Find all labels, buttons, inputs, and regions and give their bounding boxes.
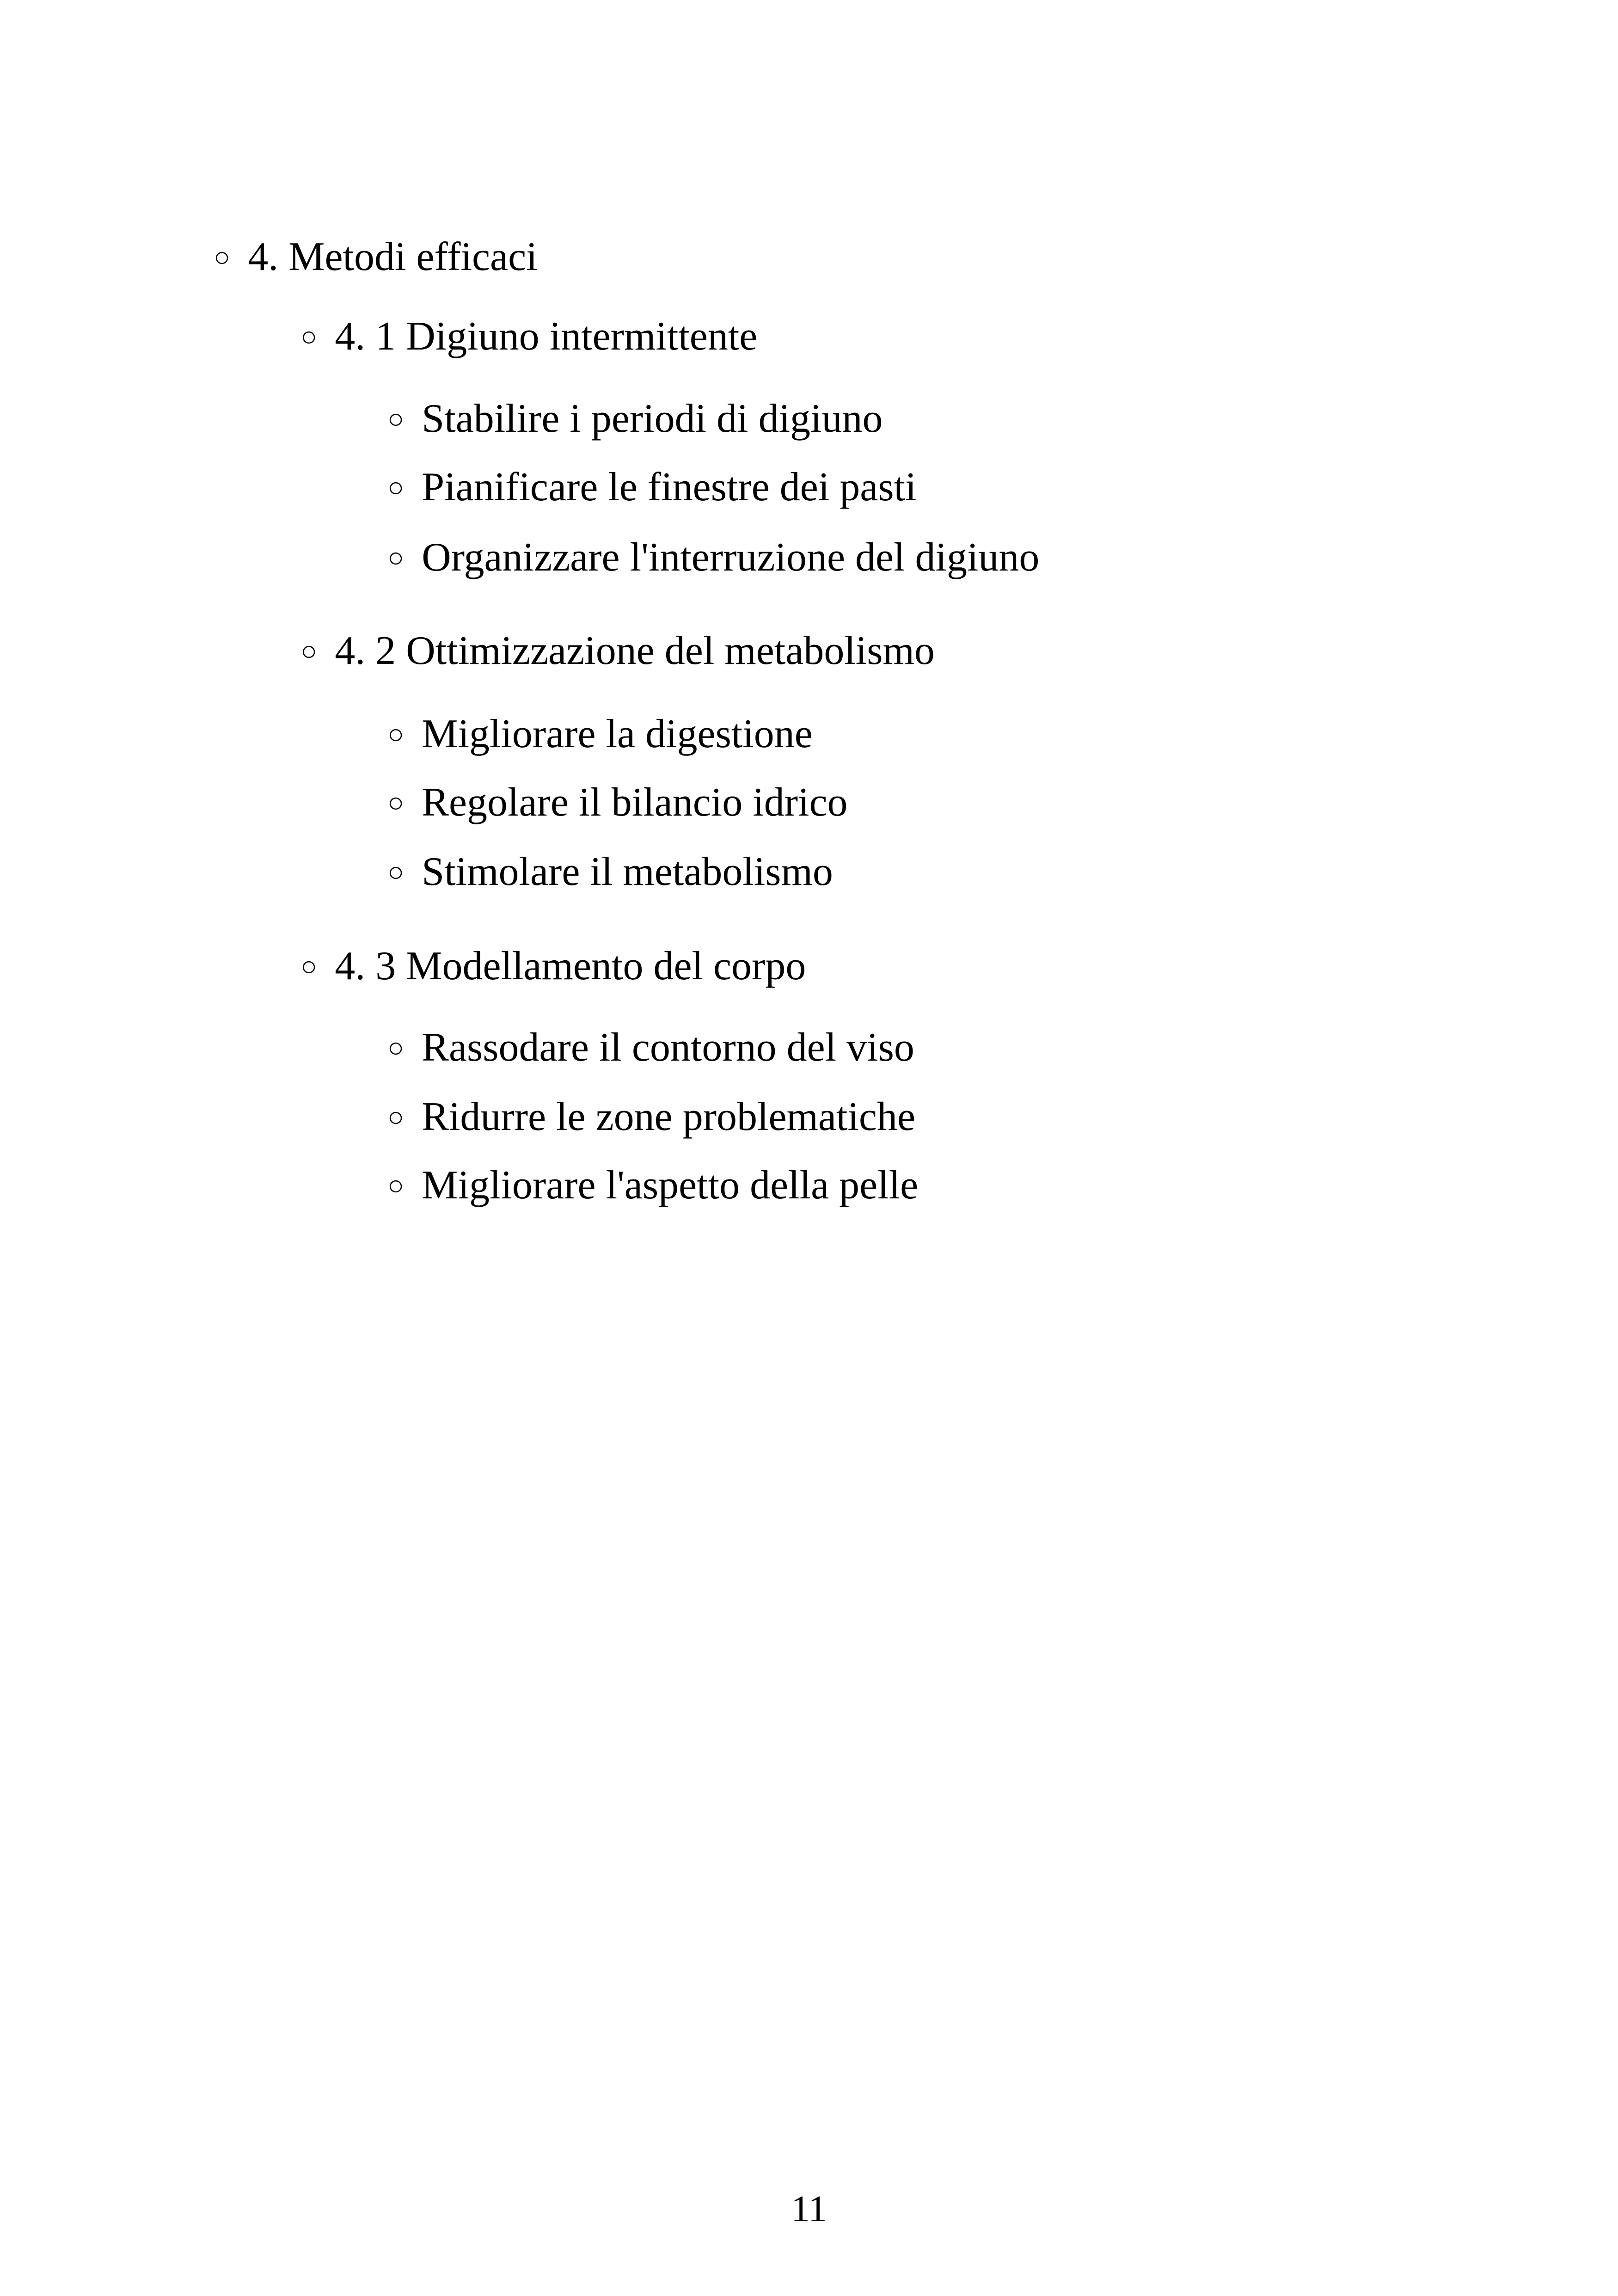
section-heading-text: 4. 2 Ottimizzazione del metabolismo [335,628,935,673]
list-item-text: Stimolare il metabolismo [422,849,833,894]
bullet-circle-icon: ○ [214,242,231,272]
bullet-circle-icon: ○ [387,1170,404,1201]
list-item-text: Stabilire i periodi di digiuno [422,396,883,441]
bullet-circle-icon: ○ [300,636,318,666]
outline-title: 4. Metodi efficaci [248,234,538,279]
outline-section-heading [300,628,935,673]
outline-list-item [387,396,883,441]
list-item-text: Ridurre le zone problematiche [422,1094,916,1139]
page-number: 11 [791,2189,827,2229]
list-item-text: Regolare il bilancio idrico [422,780,848,825]
list-item-text: Organizzare l'interruzione del digiuno [422,535,1040,580]
bullet-circle-icon: ○ [387,1032,404,1063]
bullet-circle-icon: ○ [387,542,404,573]
outline-list-item [387,537,1039,578]
outline-item-level-1 [214,234,538,279]
outline-list-item [387,1027,914,1068]
bullet-circle-icon: ○ [387,787,404,818]
outline-section-heading [300,946,806,987]
list-item-text: Pianificare le finestre dei pasti [422,465,917,510]
section-heading-text: 4. 3 Modellamento del corpo [335,944,806,988]
outline-list-item [387,849,833,894]
bullet-circle-icon: ○ [387,404,404,434]
section-heading-text: 4. 1 Digiuno intermittente [335,314,758,359]
bullet-circle-icon: ○ [300,951,318,982]
outline-list-item [387,1165,918,1206]
outline-list-item [387,714,813,755]
list-item-text: Migliorare l'aspetto della pelle [422,1163,919,1208]
bullet-circle-icon: ○ [387,857,404,887]
bullet-circle-icon: ○ [387,1102,404,1132]
outline-section-heading [300,316,757,357]
list-item-text: Migliorare la digestione [422,712,813,756]
list-item-text: Rassodare il contorno del viso [422,1025,914,1070]
outline-list-item [387,467,916,508]
outline-list-item [387,1094,916,1139]
outline-list-item [387,782,848,823]
bullet-circle-icon: ○ [387,719,404,749]
bullet-circle-icon: ○ [300,321,318,352]
bullet-circle-icon: ○ [387,472,404,503]
